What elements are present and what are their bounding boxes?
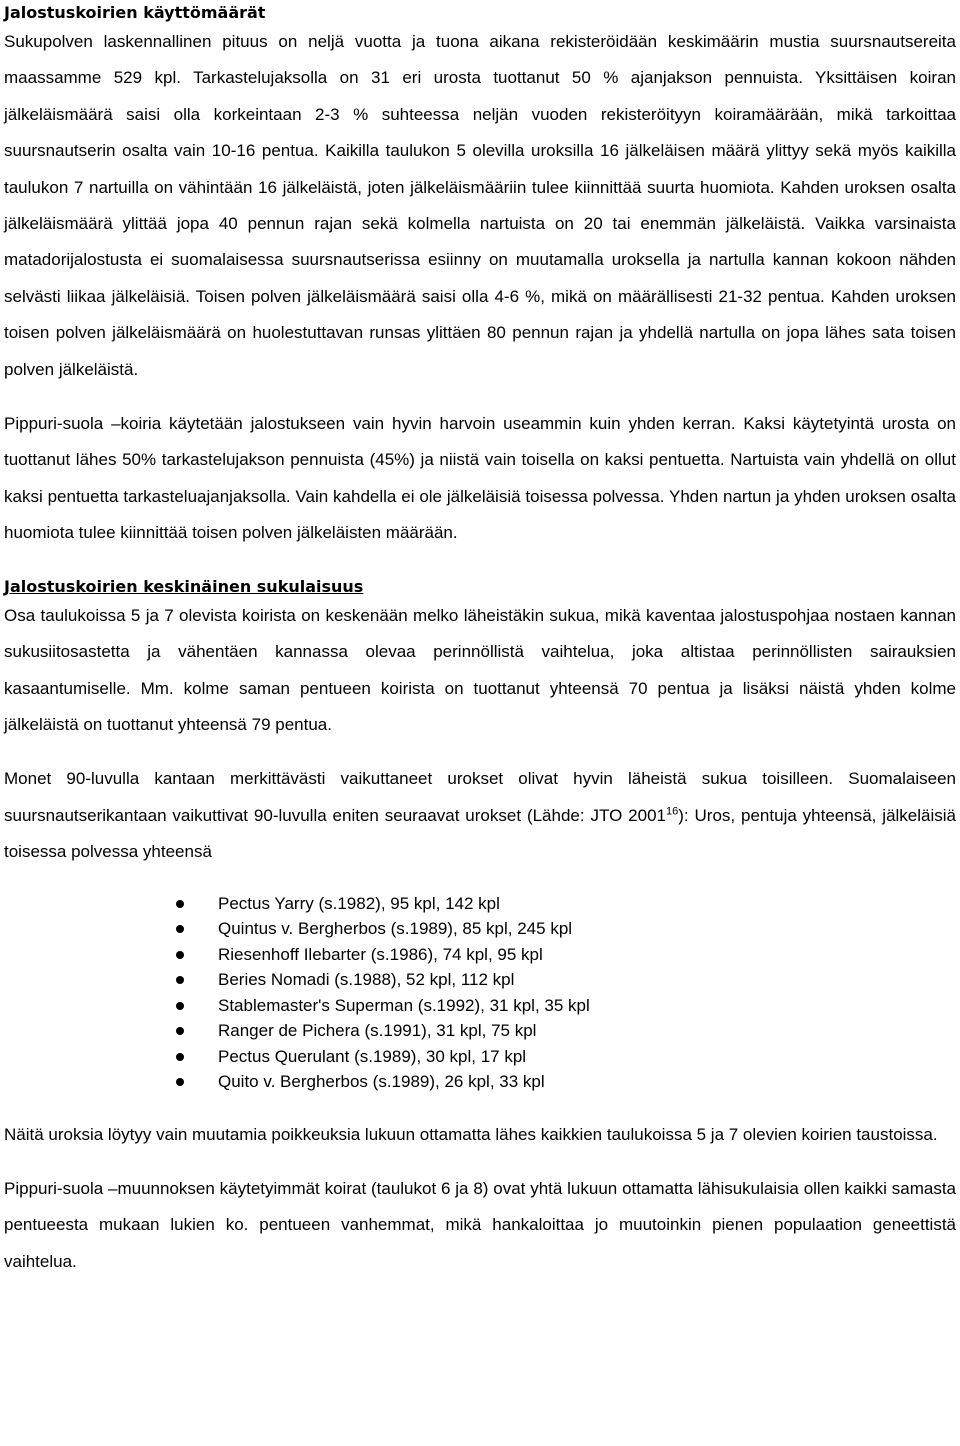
paragraph-relatedness: Osa taulukoissa 5 ja 7 olevista koirista on keskenään melko läheistäkin sukua, mikä kaventaa jalostuspohjaa nostaen kannan sukusiitosastetta ja vähentäen kannassa olevaa perinnöllistä vaihtelua, joka altistaa perinnöllisten sairauksien kasaantumiselle. Mm. kolme saman pentueen koirista on tuottanut yhteensä 70 pentua ja lisäksi näistä yhden kolme jälkeläistä on tuottanut yhteensä 79 pentua. (4, 605, 956, 734)
bullet-icon (176, 1027, 184, 1035)
list-item-text: Riesenhoff Ilebarter (s.1986), 74 kpl, 95 kpl (218, 944, 543, 964)
footnote-reference: 16 (666, 805, 679, 818)
paragraph-usage-black: Sukupolven laskennallinen pituus on neljä vuotta ja tuona aikana rekisteröidään keskimäärin mustia suursnautsereita maassamme 529 kpl. Tarkastelujaksolla on 31 eri urosta tuottanut 50 % ajanjakson pennuista. Yksittäisen koiran jälkeläismäärä saisi olla korkeintaan 2-3 % suhteessa neljän vuoden rekisteröityyn koiramäärään, mikä tarkoittaa suursnautserin osalta vain 10-16 pentua. Kaikilla taulukon 5 olevilla uroksilla 16 jälkeläisen määrä ylittyy sekä myös kaikilla taulukon 7 nartuilla on vähintään 16 jälkeläistä, joten jälkeläismääriin tulee kiinnittää suurta huomiota. Kahden uroksen osalta jälkeläismäärä ylittää jopa 40 pennun rajan sekä kolmella nartuista on 20 tai enemmän jälkeläistä. Vaikka varsinaista matadorijalostusta ei suomalaisessa suursnautserissa esiinny on muutamalla uroksella ja nartulla kannan kokoon nähden selvästi liikaa jälkeläisiä. Toisen polven jälkeläismäärä saisi olla 4-6 %, mikä on määrällisesti 21-32 pentua. Kahden uroksen toisen polven jälkeläismäärä on huolestuttavan runsas ylittäen 80 pennun rajan ja yhdellä nartulla on jopa lähes sata toisen polven jälkeläistä. (4, 32, 956, 379)
bullet-icon (176, 976, 184, 984)
list-item (176, 1069, 956, 1095)
paragraph-males-90s (4, 761, 956, 870)
bullet-icon (176, 1078, 184, 1086)
section-heading-relatedness: Jalostuskoirien keskinäinen sukulaisuus (4, 576, 364, 596)
list-item (176, 1018, 956, 1044)
paragraph-backgrounds: Näitä uroksia löytyy vain muutamia poikkeuksia lukuun ottamatta lähes kaikkien taulukoissa 5 ja 7 olevien koirien taustoissa. (4, 1124, 938, 1144)
list-item-text: Pectus Querulant (s.1989), 30 kpl, 17 kpl (218, 1046, 527, 1066)
list-item (176, 967, 956, 993)
list-item (176, 993, 956, 1019)
list-item-text: Quintus v. Bergherbos (s.1989), 85 kpl, 245 kpl (218, 919, 573, 939)
paragraph-text: Monet 90-luvulla kantaan merkittävästi vaikuttaneet urokset olivat hyvin läheistä sukua toisilleen. Suomalaiseen suursnautserikantaan vaikuttivat 90-luvulla eniten seuraavat urokset (Lähde: JTO 2001 (4, 769, 956, 825)
list-item-text: Quito v. Bergherbos (s.1989), 26 kpl, 33 kpl (218, 1072, 545, 1092)
list-item-text: Pectus Yarry (s.1982), 95 kpl, 142 kpl (218, 893, 500, 913)
spacer (4, 1095, 956, 1117)
paragraph-usage-pepper-salt: Pippuri-suola –koiria käytetään jalostukseen vain hyvin harvoin useammin kuin yhden kerran. Kaksi käytetyintä urosta on tuottanut lähes 50% tarkastelujakson pennuista (45%) ja niistä vain toisella on kaksi pentuetta. Nartuista vain yhdellä on ollut kaksi pentuetta tarkasteluajanjaksolla. Vain kahdella ei ole jälkeläisiä toisessa polvessa. Yhden nartun ja yhden uroksen osalta huomiota tulee kiinnittää toisen polven jälkeläisten määrään. (4, 414, 956, 543)
spacer (4, 1153, 956, 1171)
paragraph-text: ): Uros, pentuja yhteensä, jälkeläisiä toisessa polvessa yhteensä (4, 805, 956, 862)
list-item-text: Beries Nomadi (s.1988), 52 kpl, 112 kpl (218, 970, 515, 990)
spacer (4, 388, 956, 406)
paragraph-pepper-salt-relatives: Pippuri-suola –muunnoksen käytetyimmät koirat (taulukot 6 ja 8) ovat yhtä lukuun ottamatta lähisukulaisia ollen kaikki samasta pentueesta mukaan lukien ko. pentueen vanhemmat, mikä hankaloittaa jo muutoinkin pienen populaation geneettistä vaihtelua. (4, 1178, 956, 1271)
list-item-text: Stablemaster's Superman (s.1992), 31 kpl, 35 kpl (218, 995, 590, 1015)
list-item-text: Ranger de Pichera (s.1991), 31 kpl, 75 kpl (218, 1021, 537, 1041)
bullet-icon (176, 1002, 184, 1010)
bullet-icon (176, 900, 184, 908)
bullet-icon (176, 1053, 184, 1061)
list-item (176, 891, 956, 917)
male-dog-list (4, 891, 956, 1095)
list-item (176, 916, 956, 942)
spacer (4, 743, 956, 761)
list-item (176, 1044, 956, 1070)
list-item (176, 942, 956, 968)
section-heading-breeding-usage: Jalostuskoirien käyttömäärät (4, 3, 266, 22)
spacer (4, 552, 956, 570)
bullet-icon (176, 925, 184, 933)
bullet-icon (176, 951, 184, 959)
